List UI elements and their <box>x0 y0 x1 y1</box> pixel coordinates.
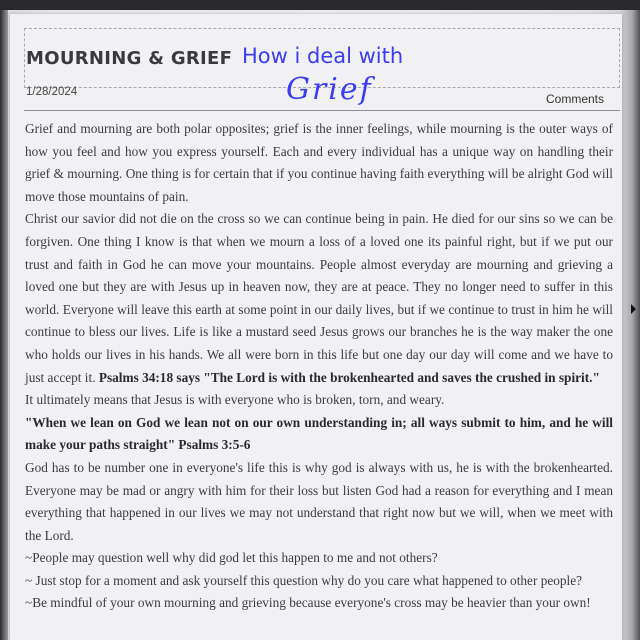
paragraph-1: Grief and mourning are both polar opposites; grief is the inner feelings, while mourning is the outer ways of how you feel and how you express yourself. Each and every individual has a unique way on handling their grief & mourning. One thing is for certain that if you continue having faith everything will be alright God will move those mountains of pain. <box>25 121 613 204</box>
header-divider <box>24 110 620 111</box>
window-right-edge <box>620 10 640 640</box>
reflection-line-1: ~People may question well why did god let this happen to me and not others? <box>25 550 438 566</box>
scripture-psalms-34-18: Psalms 34:18 says "The Lord is with the brokenhearted and saves the crushed in spirit." <box>98 369 600 385</box>
paragraph-2-text: Christ our savior did not die on the cross so we can continue being in pain. He died for our sins so we can be forgiven. One thing I know is that when we mourn a loss of a loved one its painful right, but if we put our trust and faith in God he can move your mountains. People almost everyday are mourning and grieving a loved one but they are with Jesus up in heaven now, they are at peace. They no longer need to suffer in this world. Everyone will leave this earth at some point in our daily lives, but if we continue to trust in him he will continue to bless our lives. Life is like a mustard seed Jesus grows our branches he is the way maker the one who holds our lives in his hands. We all were born in this life but one day our day will come and we have to just accept it. <box>25 211 613 385</box>
handwritten-annotation-line2: Grief <box>286 72 373 107</box>
scripture-quote: "When we lean on God we lean not on our own understanding in; all ways submit to him, and he will make your paths straight" Psalms 3:5-6 <box>25 414 613 453</box>
reflection-line-2: ~ Just stop for a moment and ask yourself this question why do you care what happened to other people? <box>25 572 583 588</box>
reflection-line-3: ~Be mindful of your own mourning and grieving because everyone's cross may be heavier than your own! <box>25 595 591 611</box>
window-left-edge <box>0 10 8 640</box>
blog-post-page <box>10 14 622 640</box>
comments-link[interactable]: Comments <box>545 92 604 106</box>
handwritten-annotation-line1: How i deal with <box>242 44 404 68</box>
post-date: 1/28/2024 <box>26 86 78 98</box>
post-title: MOURNING & GRIEF <box>26 48 233 69</box>
monitor-bezel <box>0 0 640 10</box>
mouse-cursor-icon <box>631 304 636 314</box>
post-body <box>25 118 613 615</box>
paragraph-2 <box>25 208 613 389</box>
paragraph-4: God has to be number one in everyone's life this is why god is always with us, he is with the brokenhearted. Everyone may be mad or angry with him for their loss but listen God had a reason for everything and I mean everything that happened in our lives we may not understand that right now but we will, when we meet with the Lord. <box>25 459 613 543</box>
paragraph-3: It ultimately means that Jesus is with everyone who is broken, torn, and weary. <box>25 392 445 408</box>
